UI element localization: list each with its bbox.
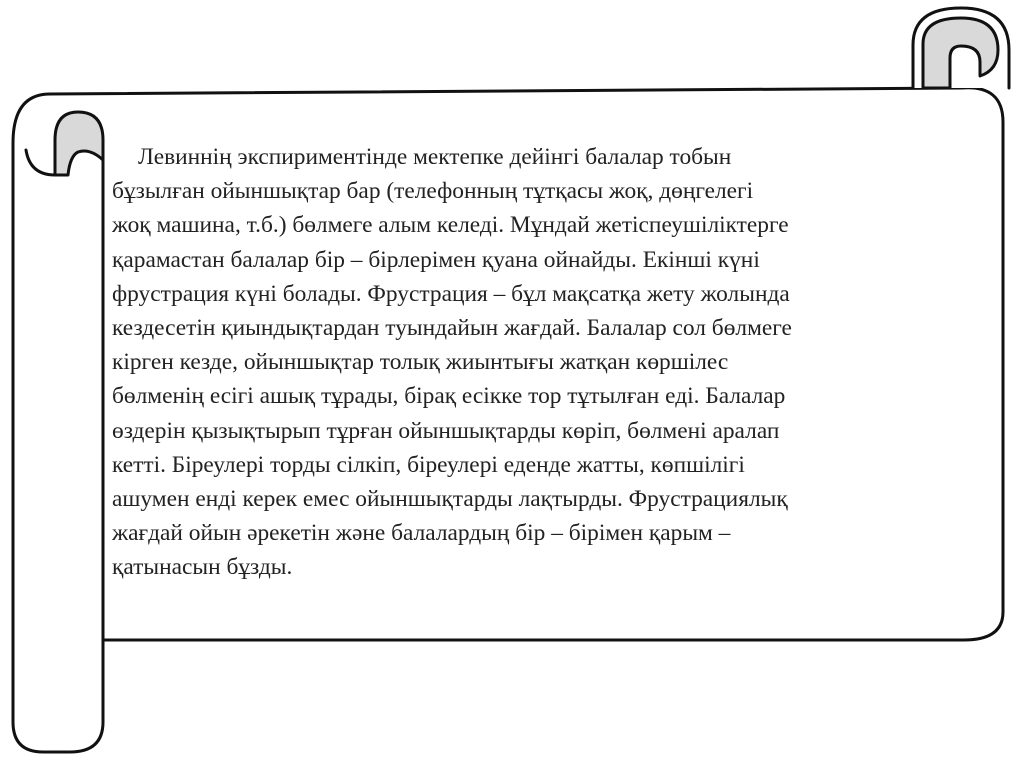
text-line: жоқ машина, т.б.) бөлмеге алым келеді. Мұндай жетіспеушіліктерге xyxy=(112,212,789,239)
text-line: қатынасын бұзды. xyxy=(112,554,293,581)
text-line: жағдай ойын әрекетін және балалардың бір – бірімен қарым – xyxy=(112,520,731,547)
text-line: Левиннің экспириментінде мектепке дейінгі балалар тобын xyxy=(138,144,732,170)
text-line: қарамастан балалар бір – бірлерімен қуана ойнайды. Екінші күні xyxy=(112,246,760,273)
text-line: фрустрация күні болады. Фрустрация – бұл мақсатқа жету жолында xyxy=(112,280,790,307)
text-line: өздерін қызықтырып тұрған ойыншықтарды көріп, бөлмені аралап xyxy=(112,417,780,444)
text-line: ашумен енді керек емес ойыншықтарды лақтырды. Фрустрациялық xyxy=(112,486,788,513)
text-line: бұзылған ойыншықтар бар (телефонның тұтқасы жоқ, дөңгелегі xyxy=(112,178,754,205)
text-line: кетті. Біреулері торды сілкіп, біреулері еденде жатты, көпшілігі xyxy=(112,451,745,478)
text-line: кірген кезде, ойыншықтар толық жиынтығы жатқан көршілес xyxy=(112,349,729,376)
text-line: бөлменің есігі ашық тұрады, бірақ есікке тор тұтылған еді. Балалар xyxy=(112,383,786,410)
text-line: кездесетін қиындықтардан туындайын жағдай. Балалар сол бөлмеге xyxy=(112,315,792,342)
body-text xyxy=(112,140,952,585)
